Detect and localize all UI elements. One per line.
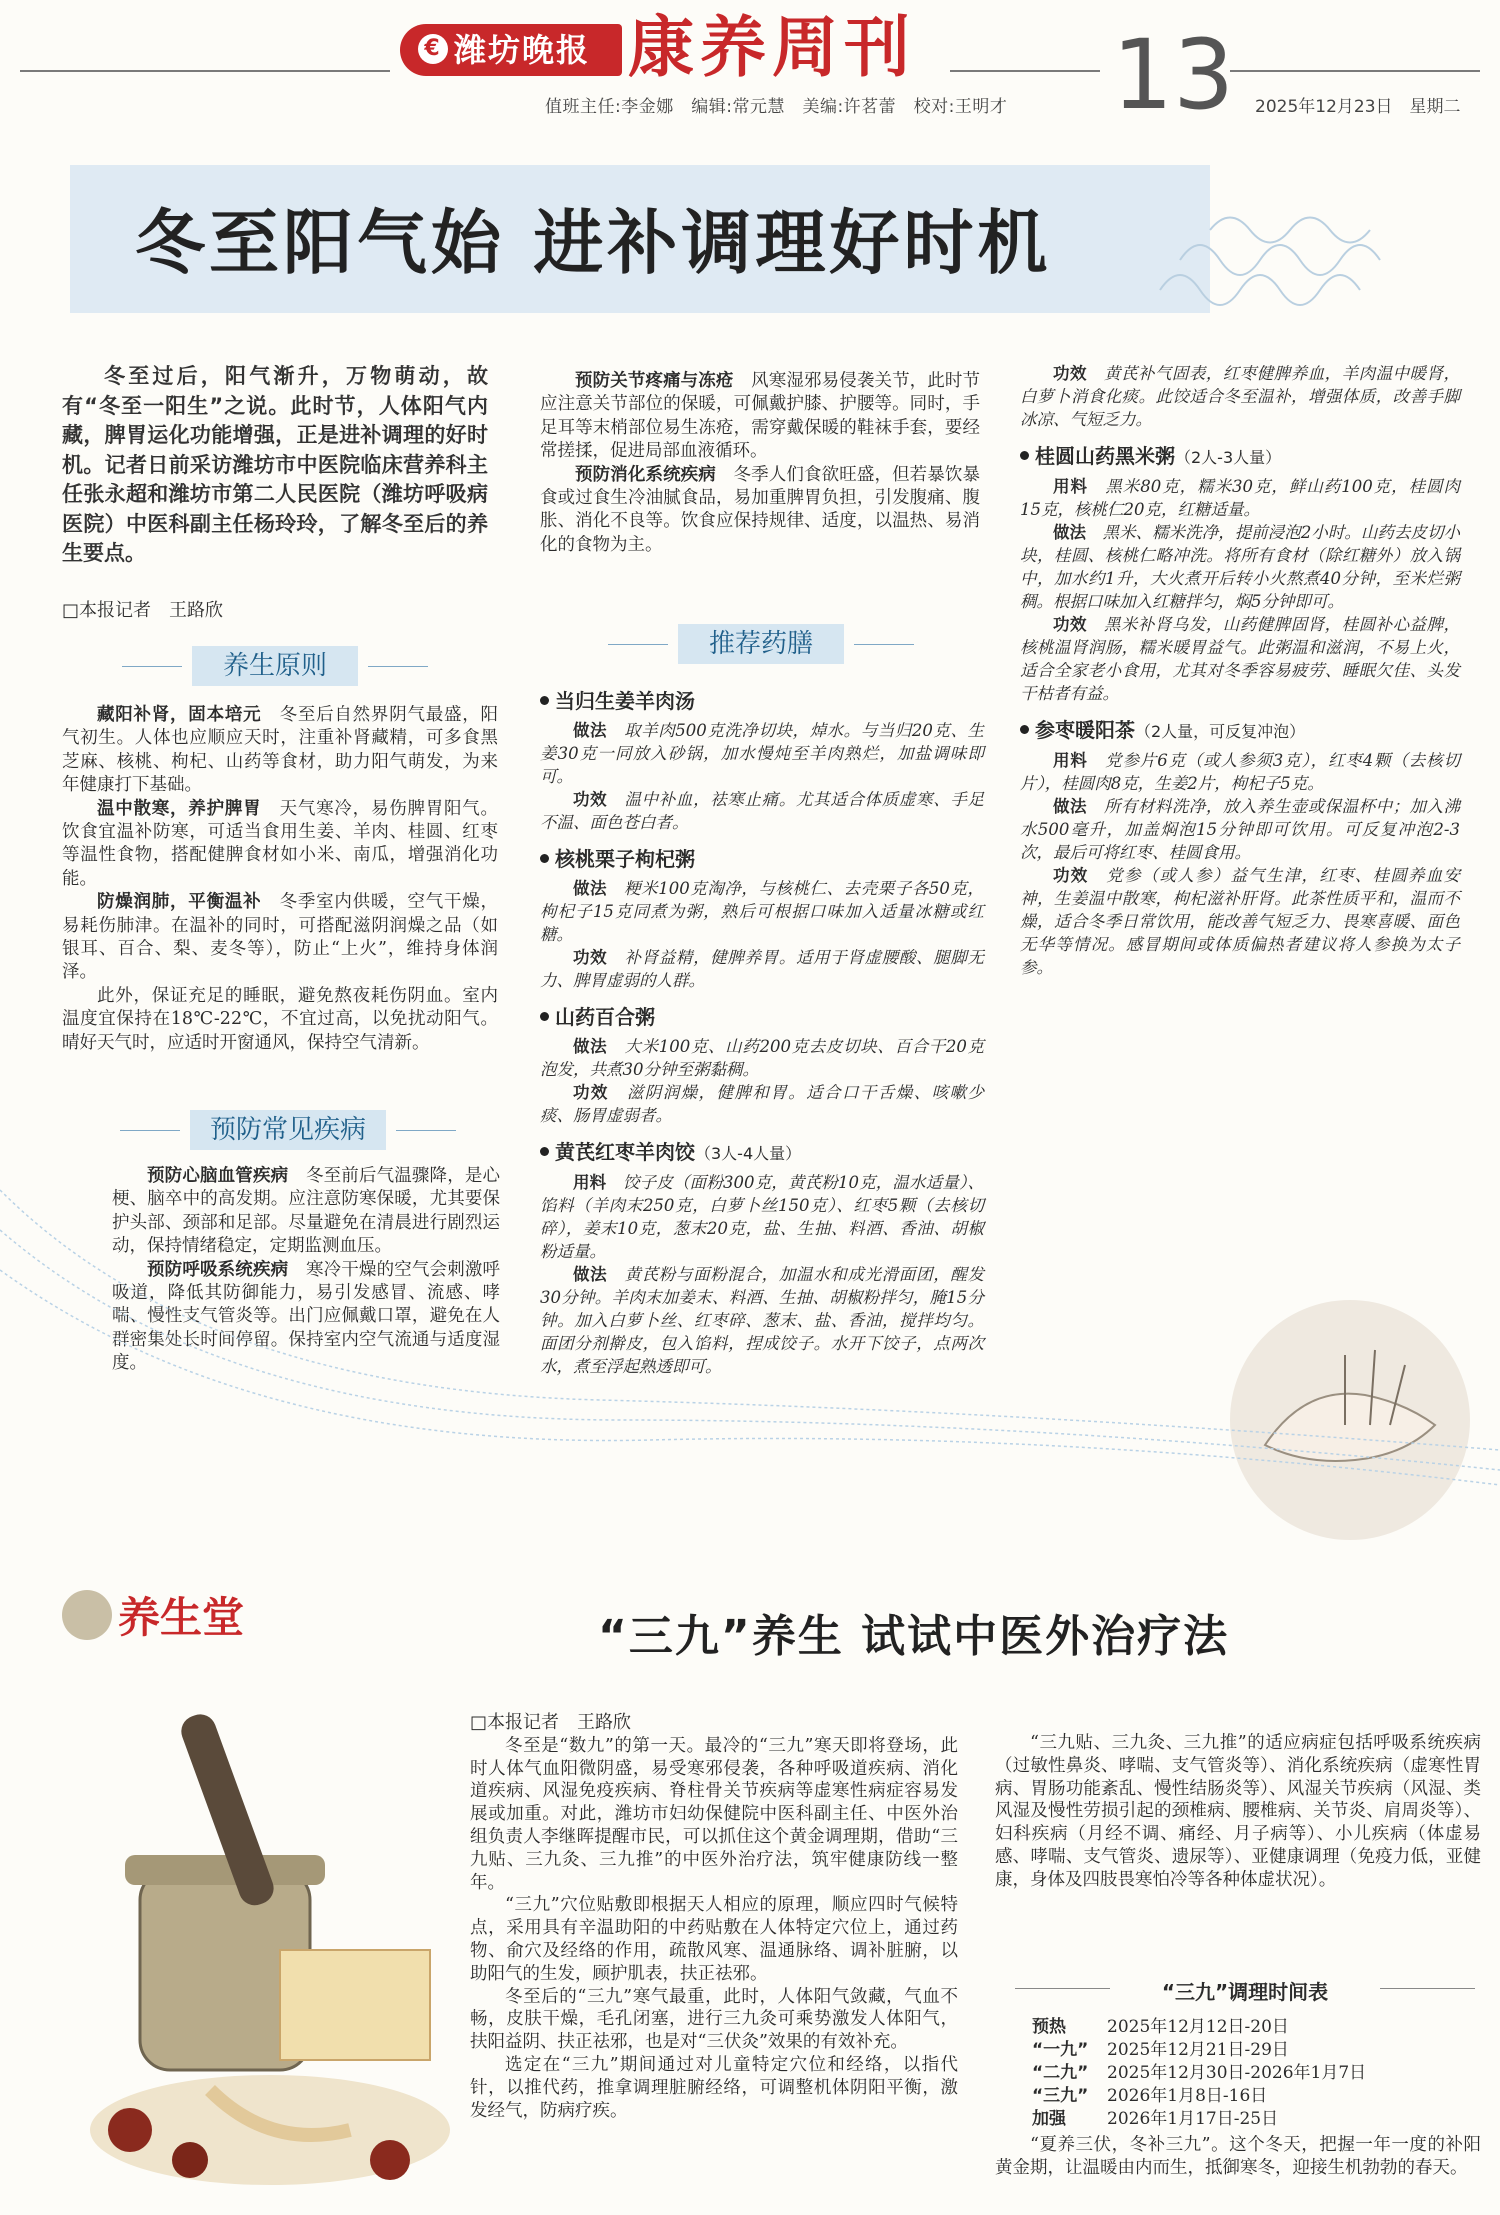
paper-logo xyxy=(400,24,622,76)
recipe-4-ingredients: 饺子皮（面粉300克，黄芪粉10克，温水适量）、馅料（羊肉末250克，白萝卜丝150克）、红枣5颗（去核切碎），姜末10克，葱末20克，盐、生抽、料酒、香油、胡椒粉适量。 xyxy=(540,1173,984,1261)
principle-1-head: 藏阳补肾，固本培元 xyxy=(97,705,262,725)
staff-line: 值班主任:李金娜 编辑:常元慧 美编:许茗蕾 校对:王明才 xyxy=(545,97,1008,117)
masthead-rule-mid xyxy=(950,70,1100,72)
recipe-6-method: 所有材料洗净，放入养生壶或保温杯中；加入沸水500毫升，加盖焖泡15分钟即可饮用。可反复冲泡2-3次，最后可将红枣、桂圆食用。 xyxy=(1020,797,1461,862)
method-label: 做法 xyxy=(1053,523,1087,542)
recipe-6 xyxy=(1020,719,1460,979)
method-label: 做法 xyxy=(573,1265,608,1284)
schedule-row xyxy=(1032,2058,1366,2083)
disease-4-head: 预防消化系统疾病 xyxy=(575,464,716,485)
article2-col-1 xyxy=(470,1712,958,2122)
article2-para-2: “三九”穴位贴敷即根据天人相应的原理，顺应四时气候特点，采用具有辛温助阳的中药贴敷在人体特定穴位上，通过药物、俞穴及经络的作用，疏散风寒、温通脉络、调补脏腑，以助阳气的生发，顾护肌表，扶正祛邪。 xyxy=(470,1895,958,1984)
article2-para-4: 选定在“三九”期间通过对儿童特定穴位和经络，以指代针，以推代药，推拿调理脏腑经络，可调整机体阴阳平衡，激发经气，防病疗疾。 xyxy=(470,2054,958,2121)
recipe-2 xyxy=(540,848,984,992)
section-label-diseases: 预防常见疾病 xyxy=(190,1110,386,1150)
disease-1-body: 冬至前后气温骤降，是心梗、脑卒中的高发期。应注意防寒保暖，尤其要保护头部、颈部和足部。尽量避免在清晨进行剧烈运动，保持情绪稳定，定期监测血压。 xyxy=(112,1166,501,1257)
recipes-col-3 xyxy=(1020,362,1460,979)
recipe-2-effect: 补肾益精，健脾养胃。适用于肾虚腰酸、腿脚无力、脾胃虚弱的人群。 xyxy=(540,948,985,990)
schedule-row xyxy=(1032,2035,1289,2060)
article2-headline: “三九”养生 试试中医外治疗法 xyxy=(598,1611,1230,1662)
bullet-icon xyxy=(540,696,549,705)
principle-1-body: 冬至后自然界阴气最盛，阳气初生。人体也应顺应天时，注重补肾藏精，可多食黑芝麻、核桃、枸杞、山药等食材，助力阳气萌发，为来年健康打下基础。 xyxy=(62,705,499,796)
article-byline: □本报记者 王路欣 xyxy=(62,599,224,621)
masthead-rule-right xyxy=(1230,70,1480,72)
article2-para-1: 冬至是“数九”的第一天。最冷的“三九”寒天即将登场，此时人体气血阳微阴盛，易受寒邪侵袭，各种呼吸道疾病、消化道疾病、风湿免疫疾病、脊柱骨关节疾病等虚寒性病症容易发展或加重。对此，潍坊市妇幼保健院中医科副主任、中医外治组负责人李继晖提醒市民，可以抓住这个黄金调理期，借助“三九贴、三九灸、三九推”的中医外治疗法，筑牢健康防线一整年。 xyxy=(470,1735,958,1893)
schedule-dates: 2026年1月17日-25日 xyxy=(1107,2109,1279,2129)
article-headline: 冬至阳气始 进补调理好时机 xyxy=(135,202,1052,284)
column-1 xyxy=(62,362,488,622)
wave-decoration-icon xyxy=(1150,200,1430,320)
bullet-icon xyxy=(1020,725,1029,734)
article2-col-2 xyxy=(995,1732,1481,1892)
column-badge: 养生堂 xyxy=(118,1593,245,1642)
article2-para-3: 冬至后的“三九”寒气最重，此时，人体阳气敛藏，气血不畅，皮肤干燥，毛孔闭塞，进行三九灸可乘势激发人体阳气，扶阳益阴、扶正祛邪，也是对“三伏灸”效果的有效补充。 xyxy=(470,1986,958,2053)
article2-closing: “夏养三伏，冬补三九”。这个冬天，把握一年一度的补阳黄金期，让温暖由内而生，抵御寒冬，迎接生机勃勃的春天。 xyxy=(995,2135,1481,2178)
recipe-6-effect: 党参（或人参）益气生津，红枣、桂圆养血安神，生姜温中散寒，枸杞滋补肝肾。此茶性质平和，温而不燥，适合冬季日常饮用，能改善气短乏力、畏寒喜暖、面色无华等情况。感冒期间或体质偏热者建议将人参换为太子参。 xyxy=(1020,866,1460,977)
schedule-row xyxy=(1032,2012,1289,2037)
recipe-6-name: 参枣暖阳茶 xyxy=(1035,718,1135,742)
disease-2-body: 寒冷干燥的空气会刺激呼吸道，降低其防御能力，易引发感冒、流感、哮喘、慢性支气管炎等。出门应佩戴口罩，避免在人群密集处长时间停留。保持室内空气流通与适度湿度。 xyxy=(112,1259,501,1374)
principles-text xyxy=(62,704,498,1055)
recipe-1-effect: 温中补血，祛寒止痛。尤其适合体质虚寒、手足不温、面色苍白者。 xyxy=(540,790,985,832)
masthead xyxy=(0,0,1500,130)
disease-2-head: 预防呼吸系统疾病 xyxy=(147,1259,289,1280)
recipe-5-effect: 黑米补肾乌发，山药健脾固肾，桂圆补心益脾，核桃温肾润肠，糯米暖胃益气。此粥温和滋润，不易上火，适合全家老小食用，尤其对冬季容易疲劳、睡眠欠佳、头发干枯者有益。 xyxy=(1020,615,1461,703)
recipe-1-name: 当归生姜羊肉汤 xyxy=(555,689,695,713)
recipe-5-name: 桂圆山药黑米粥 xyxy=(1035,444,1175,468)
schedule-label: “一九” xyxy=(1032,2040,1089,2060)
disease-4-body: 冬季人们食欲旺盛，但若暴饮暴食或过食生冷油腻食品，易加重脾胃负担，引发腹痛、腹胀、消化不良等。饮食应保持规律、适度，以温热、易消化的食物为主。 xyxy=(540,464,981,555)
wave-background-icon xyxy=(0,1070,1500,1490)
disease-1-head: 预防心脑血管疾病 xyxy=(147,1166,289,1186)
section-label-recipes: 推荐药膳 xyxy=(678,624,844,664)
column-2 xyxy=(540,370,980,557)
recipe-4-method: 黄芪粉与面粉混合，加温水和成光滑面团，醒发30分钟。羊肉末加姜末、料酒、生抽、胡椒粉拌匀，腌15分钟。加入白萝卜丝、红枣碎、葱末、盐、香油，搅拌均匀。面团分剂擀皮，包入馅料，捏成饺子。水开下饺子，点两次水，煮至浮起熟透即可。 xyxy=(540,1265,985,1376)
ingredients-label: 用料 xyxy=(573,1173,607,1192)
bullet-icon xyxy=(540,1012,549,1021)
method-label: 做法 xyxy=(573,1037,608,1056)
principle-extra: 此外，保证充足的睡眠，避免熬夜耗伤阴血。室内温度宜保持在18℃-22℃，不宜过高，以免扰动阳气。晴好天气时，应适时开窗通风，保持空气清新。 xyxy=(62,985,498,1053)
recipe-3-name: 山药百合粥 xyxy=(555,1005,655,1029)
recipe-2-method: 粳米100克淘净，与核桃仁、去壳栗子各50克，枸杞子15克同煮为粥，熟后可根据口味加入适量冰糖或红糖。 xyxy=(540,879,984,944)
ingredients-label: 用料 xyxy=(1053,751,1088,770)
ingredients-label: 用料 xyxy=(1053,477,1088,496)
section-title: 康养周刊 xyxy=(628,9,916,86)
recipe-4-servings: （3人-4人量） xyxy=(695,1144,802,1163)
schedule-title: “三九”调理时间表 xyxy=(1015,1976,1475,2005)
recipe-6-ingredients: 党参片6克（或人参须3克），红枣4颗（去核切片），桂圆肉8克，生姜2片，枸杞子5克。 xyxy=(1020,751,1461,793)
effect-label: 功效 xyxy=(573,1083,609,1102)
recipe-5-ingredients: 黑米80克，糯米30克，鲜山药100克，桂圆肉15克，核桃仁20克，红糖适量。 xyxy=(1020,477,1460,519)
effect-label: 功效 xyxy=(573,948,608,967)
recipe-5 xyxy=(1020,445,1460,705)
effect-label: 功效 xyxy=(573,790,608,809)
method-label: 做法 xyxy=(573,721,608,740)
schedule-dates: 2025年12月12日-20日 xyxy=(1107,2017,1289,2037)
disease-3-head: 预防关节疼痛与冻疮 xyxy=(575,371,734,391)
principle-3-head: 防燥润肺，平衡温补 xyxy=(97,892,262,913)
bullet-icon xyxy=(1020,451,1029,460)
article-lead: 冬至过后，阳气渐升，万物萌动，故有“冬至一阳生”之说。此时节，人体阳气内藏，脾胃运化功能增强，正是进补调理的好时机。记者日前采访潍坊市中医院临床营养科主任张永超和潍坊市第二人民医院（潍坊呼吸病医院）中医科副主任杨玲玲，了解冬至后的养生要点。 xyxy=(62,364,488,565)
paper-logo-icon: € xyxy=(418,34,448,64)
schedule-label: 预热 xyxy=(1032,2017,1066,2037)
article2-closing-box xyxy=(995,2134,1481,2180)
recipe-3-effect: 滋阴润燥，健脾和胃。适合口干舌燥、咳嗽少痰、肠胃虚弱者。 xyxy=(540,1083,985,1125)
paper-name: 潍坊晚报 xyxy=(454,31,591,69)
recipe-3-method: 大米100克、山药200克去皮切块、百合干20克泡发，共煮30分钟至粥黏稠。 xyxy=(540,1037,985,1079)
recipe-2-name: 核桃栗子枸杞粥 xyxy=(555,847,695,871)
schedule-label: “二九” xyxy=(1032,2063,1089,2083)
schedule-label: “三九” xyxy=(1032,2086,1089,2106)
schedule-dates: 2026年1月8日-16日 xyxy=(1107,2086,1268,2106)
article2-para-5: “三九贴、三九灸、三九推”的适应病症包括呼吸系统疾病（过敏性鼻炎、哮喘、支气管炎等）、消化系统疾病（虚寒性胃病、胃肠功能紊乱、慢性结肠炎等）、风湿关节疾病（风湿、类风湿及慢性劳损引起的颈椎病、腰椎病、关节炎、肩周炎等）、妇科疾病（月经不调、痛经、月子病等）、小儿疾病（体虚易感、哮喘、支气管炎、遗尿等）、亚健康调理（免疫力低，亚健康，身体及四肢畏寒怕冷等各种体虚状况）。 xyxy=(995,1733,1481,1890)
recipe-4-name: 黄芪红枣羊肉饺 xyxy=(555,1140,695,1164)
method-label: 做法 xyxy=(1053,797,1087,816)
section-label-principles: 养生原则 xyxy=(192,646,358,686)
recipe-5-method: 黑米、糯米洗净，提前浸泡2小时。山药去皮切小块，桂圆、核桃仁略冲洗。将所有食材（除红糖外）放入锅中，加水约1升，大火煮开后转小火熬煮40分钟，至米烂粥稠。根据口味加入红糖拌匀，焖5分钟即可。 xyxy=(1020,523,1461,611)
effect-label: 功效 xyxy=(1053,866,1089,885)
recipe-1 xyxy=(540,690,984,834)
bullet-icon xyxy=(540,854,549,863)
schedule-dates: 2025年12月30日-2026年1月7日 xyxy=(1107,2063,1367,2083)
recipe-4-effect: 黄芪补气固表，红枣健脾养血，羊肉温中暖肾，白萝卜消食化痰。此饺适合冬至温补，增强体质，改善手脚冰凉、气短乏力。 xyxy=(1020,364,1461,429)
article2-byline: □本报记者 王路欣 xyxy=(470,1712,632,1733)
masthead-rule-left xyxy=(20,70,390,72)
principle-2-body: 天气寒冷，易伤脾胃阳气。饮食宜温补防寒，可适当食用生姜、羊肉、桂圆、红枣等温性食物，搭配健脾食材如小米、南瓜，增强消化功能。 xyxy=(62,798,499,889)
effect-label: 功效 xyxy=(1053,364,1087,383)
method-label: 做法 xyxy=(573,879,608,898)
effect-label: 功效 xyxy=(1053,615,1087,634)
recipe-6-servings: （2人量，可反复冲泡） xyxy=(1135,722,1306,741)
column-badge-icon xyxy=(62,1590,112,1640)
issue-date: 2025年12月23日 星期二 xyxy=(1255,97,1461,117)
schedule-row xyxy=(1032,2081,1267,2106)
principle-2-head: 温中散寒，养护脾胃 xyxy=(97,798,262,819)
schedule-row xyxy=(1032,2104,1278,2129)
recipe-1-method: 取羊肉500克洗净切块，焯水。与当归20克、生姜30克一同放入砂锅，加水慢炖至羊肉熟烂，加盐调味即可。 xyxy=(540,721,984,786)
principle-3-body: 冬季室内供暖，空气干燥，易耗伤肺津。在温补的同时，可搭配滋阴润燥之品（如银耳、百合、梨、麦冬等），防止“上火”，维持身体润泽。 xyxy=(62,892,499,983)
page-number: 13 xyxy=(1112,19,1235,131)
schedule-label: 加强 xyxy=(1032,2109,1066,2129)
recipe-5-servings: （2人-3人量） xyxy=(1175,448,1282,467)
herbal-mortar-illustration-icon xyxy=(80,1690,460,2200)
disease-3-body: 风寒湿邪易侵袭关节，此时节应注意关节部位的保暖，可佩戴护膝、护腰等。同时，手足耳等末梢部位易生冻疮，需穿戴保暖的鞋袜手套，要经常搓揉，促进局部血液循环。 xyxy=(540,371,981,462)
schedule-dates: 2025年12月21日-29日 xyxy=(1107,2040,1289,2060)
